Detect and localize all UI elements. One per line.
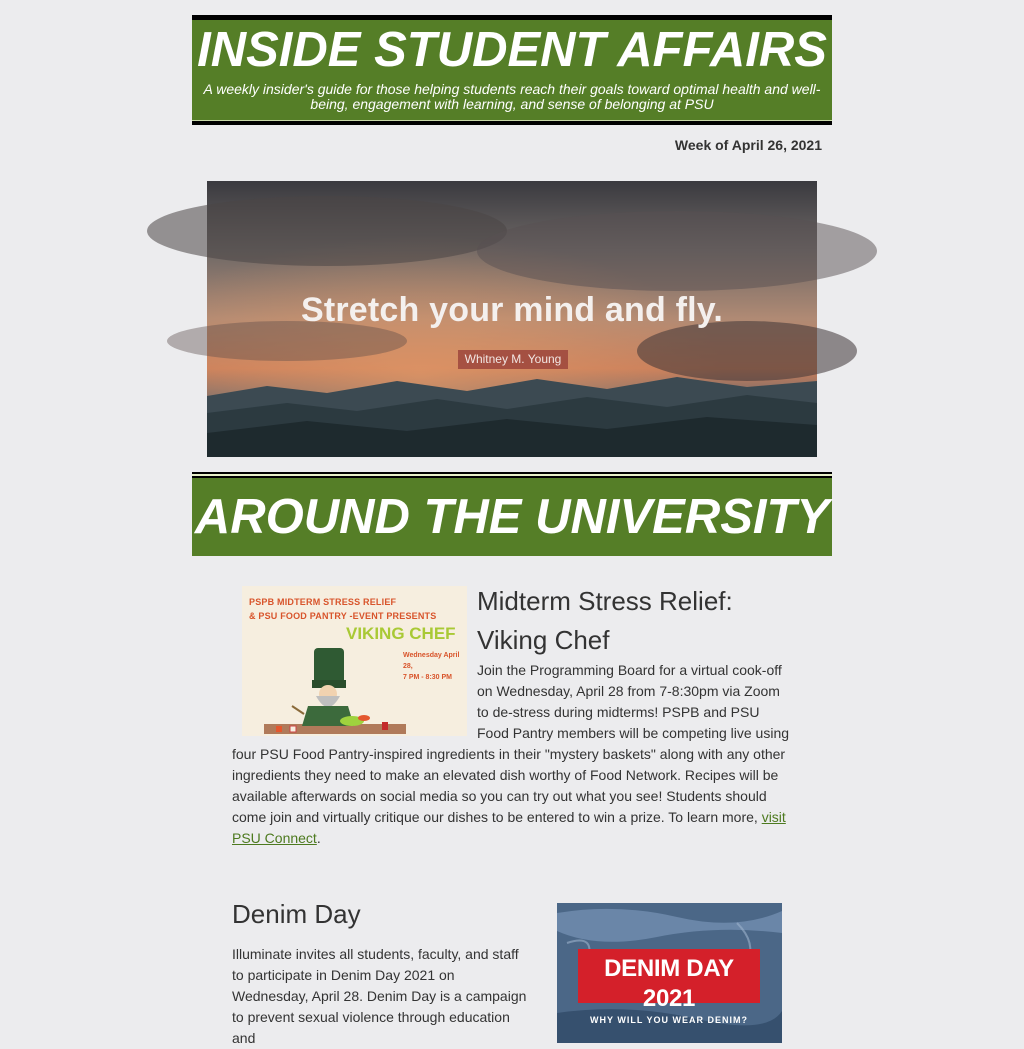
denim-day-badge [578,949,760,1025]
article-title-line1: Midterm Stress Relief: [477,586,733,616]
flyer-date: Wednesday April 28, [403,652,460,670]
hero-quote-image [207,181,817,457]
article-body-tail: . [316,830,321,846]
hero-quote-text: Stretch your mind and fly. [300,291,724,329]
issue-date: Week of April 26, 2021 [674,137,822,153]
article-title-line2: Viking Chef [477,625,610,655]
denim-article-title: Denim Day [232,899,361,929]
flyer-line1: PSPB MIDTERM STRESS RELIEF [249,597,397,607]
flyer-time: 7 PM - 8:30 PM [403,674,453,681]
denim-article-body: Illuminate invites all students, faculty, and staff to participate in Denim Day 2021 on Wednesday, April 28. Denim Day is a campaign to prevent sexual violence through education and [232,946,527,1046]
flyer-datetime [403,650,467,683]
denim-day-image [557,903,782,1043]
article-viking-chef [232,582,792,849]
masthead-subtitle: A weekly insider's guide for those helping students reach their goals toward optimal health and well-being, engagement with learning, and sense of belonging at PSU [203,81,821,112]
flyer-headline: VIKING CHEF [346,624,456,643]
denim-badge-headline: DENIM DAY 2021 [604,955,734,1012]
section-header [192,472,832,556]
section-header-banner [192,478,832,556]
masthead-banner [192,20,832,121]
section-header-rule [192,474,832,476]
psu-connect-link[interactable]: visit PSU Connect [232,809,786,846]
masthead [192,15,832,125]
article-body-text: Join the Programming Board for a virtual cook-off on Wednesday, April 28 from 7-8:30pm via Zoom to de-stress during midterms! PSPB and PSU Food Pantry members will be competing live using four PSU Food Pantry-inspired ingredients in their "mystery baskets" along with any other ingredients they need to make an elevated dish worthy of Food Network. Recipes will be available afterwards on social media so you can try out what you see! Students should come join and virtually critique our dishes to be entered to win a prize. To learn more, [232,662,790,825]
viking-chef-flyer-image [242,586,467,736]
masthead-title: INSIDE STUDENT AFFAIRS [197,23,827,77]
denim-badge-tagline: WHY WILL YOU WEAR DENIM? [590,1015,748,1025]
section-title: AROUND THE UNIVERSITY [194,490,830,544]
flyer-line2: & PSU FOOD PANTRY -EVENT PRESENTS [249,611,437,621]
hero-quote-author: Whitney M. Young [458,350,568,369]
